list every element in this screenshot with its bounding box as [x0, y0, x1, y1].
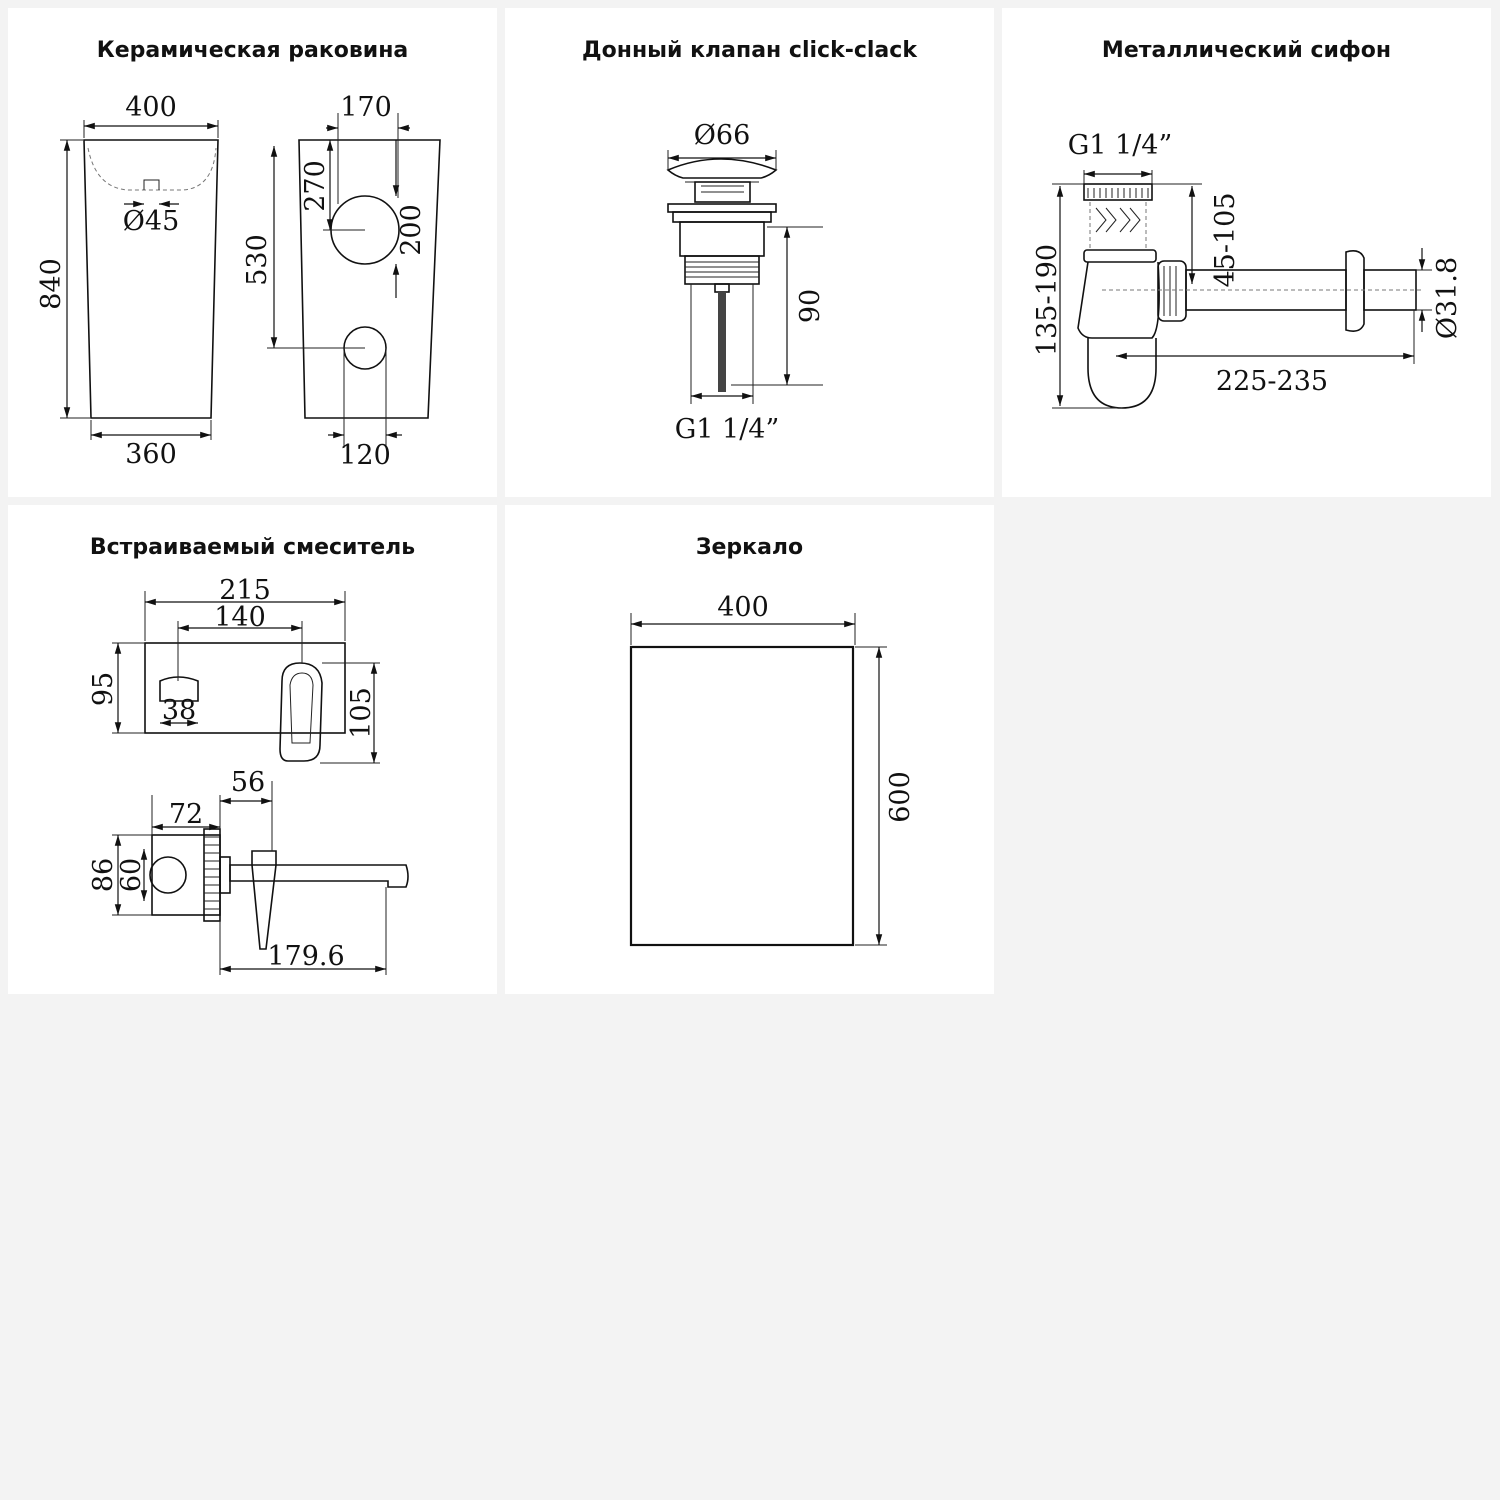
dim-mixer-spout-offset: 56	[230, 767, 266, 798]
mixer-spout-side	[230, 865, 408, 887]
dim-siphon-diameter: Ø31.8	[1432, 256, 1463, 340]
drain-cap	[668, 159, 776, 178]
dim-drain-height: 90	[795, 288, 826, 324]
siphon-wall-flange	[1346, 251, 1364, 331]
dim-sink-side-bottom: 120	[339, 440, 391, 471]
dim-siphon-adjust: 45-105	[1210, 192, 1241, 288]
dim-sink-side-top: 170	[340, 92, 392, 123]
dim-sink-side-270: 270	[300, 160, 331, 212]
panel-title: Донный клапан click-clack	[582, 38, 917, 63]
panel-mirror	[505, 505, 994, 994]
dim-drain-cap: Ø66	[693, 120, 751, 151]
dim-mixer-spout-length: 179.6	[267, 941, 345, 972]
dim-sink-bottom-width: 360	[125, 439, 177, 470]
dim-siphon-height: 135-190	[1032, 243, 1063, 357]
siphon-drawing	[1002, 8, 1491, 497]
drain-drawing	[505, 8, 994, 497]
panel-title: Встраиваемый смеситель	[89, 535, 416, 560]
sink-drawing	[8, 8, 497, 497]
siphon-bottle	[1088, 338, 1156, 408]
dim-mixer-lever-height: 105	[346, 687, 377, 739]
dim-mixer-body-depth: 72	[168, 799, 204, 830]
dim-sink-hole: Ø45	[122, 206, 180, 237]
panel-title: Керамическая раковина	[96, 38, 409, 63]
siphon-body	[1078, 262, 1159, 338]
siphon-nut	[1158, 261, 1186, 321]
dim-siphon-length: 225-235	[1215, 366, 1329, 397]
dim-sink-side-530: 530	[242, 234, 273, 286]
panel-siphon	[1002, 8, 1491, 497]
mirror-drawing	[505, 505, 994, 994]
dim-mixer-body-outer: 86	[88, 857, 119, 893]
dim-siphon-thread: G1 1/4”	[1067, 130, 1173, 161]
dim-mixer-plate-height: 95	[88, 671, 119, 707]
panel-mixer	[8, 505, 497, 994]
panel-title: Зеркало	[695, 535, 804, 560]
dim-drain-thread: G1 1/4”	[674, 414, 780, 445]
panel-drain	[505, 8, 994, 497]
mixer-drawing	[8, 505, 497, 994]
drain-flange	[668, 204, 776, 212]
dim-mirror-width: 400	[717, 592, 769, 623]
dim-sink-top-width: 400	[125, 92, 177, 123]
dim-mirror-height: 600	[885, 771, 916, 823]
dim-sink-side-200: 200	[396, 204, 427, 256]
dim-mixer-plate-width: 215	[219, 575, 271, 606]
dim-mixer-spacing: 140	[214, 602, 266, 633]
dim-mixer-body-inner: 60	[116, 857, 147, 893]
mixer-lever	[280, 663, 322, 761]
mirror-outline	[631, 647, 853, 945]
mixer-thread	[204, 829, 220, 921]
dim-mixer-lever-width: 38	[161, 695, 197, 726]
drain-thread	[685, 256, 759, 284]
panel-title: Металлический сифон	[1101, 38, 1392, 63]
drain-rod	[718, 292, 726, 392]
dim-sink-height: 840	[36, 258, 67, 310]
panel-sink	[8, 8, 497, 497]
sink-front-outline	[84, 140, 218, 418]
